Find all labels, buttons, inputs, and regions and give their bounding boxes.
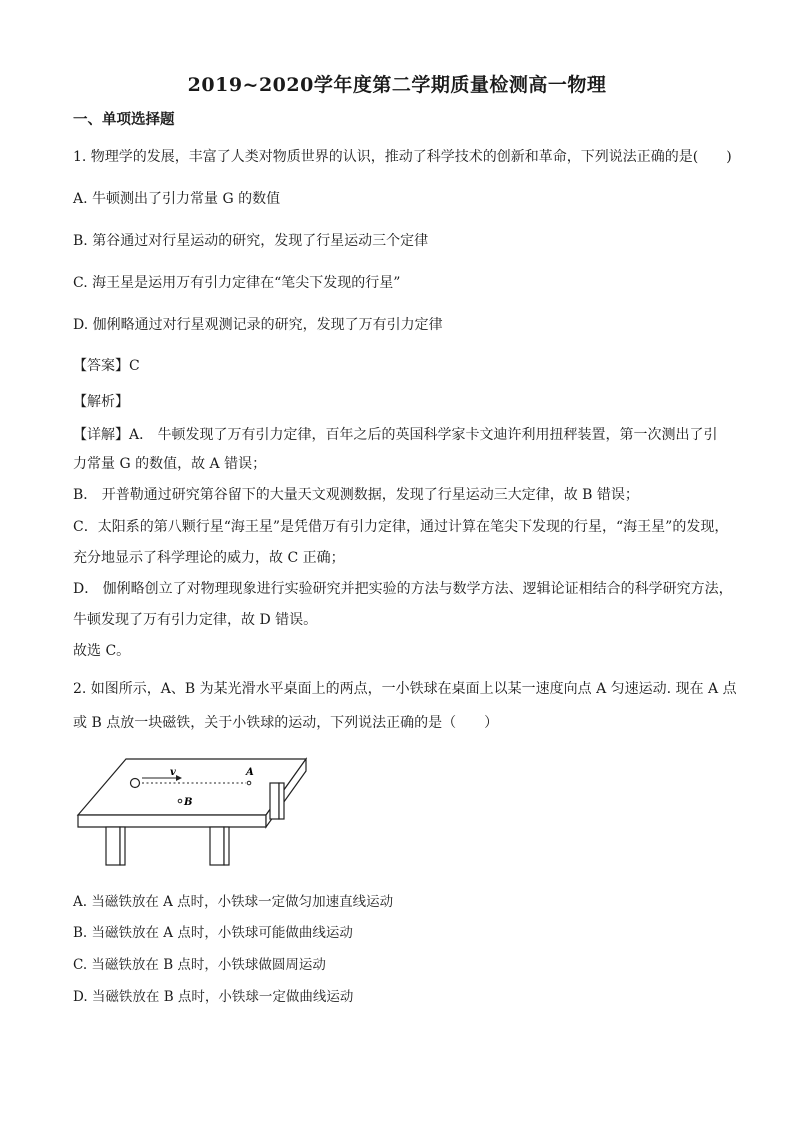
page-title: 2019~2020学年度第二学期质量检测高一物理 xyxy=(187,74,607,96)
q1-option-a: A. 牛顿测出了引力常量 G 的数值 xyxy=(73,191,281,207)
q2-option-a: A. 当磁铁放在 A 点时，小铁球一定做匀加速直线运动 xyxy=(73,894,394,910)
table-leg-front-left xyxy=(106,827,120,865)
point-a-label: A xyxy=(246,767,254,778)
answer-value: C xyxy=(129,358,140,374)
point-b xyxy=(178,799,182,803)
answer-label: 【答案】 xyxy=(73,358,129,374)
section-heading: 一、单项选择题 xyxy=(73,111,175,128)
q2-option-d: D. 当磁铁放在 B 点时，小铁球一定做曲线运动 xyxy=(73,989,354,1005)
table-leg-back-left-side xyxy=(279,783,284,819)
q1-option-c: C. 海王星是运用万有引力定律在“笔尖下发现的行星” xyxy=(73,275,401,291)
q1-option-d: D. 伽俐略通过对行星观测记录的研究，发现了万有引力定律 xyxy=(73,317,443,333)
q1-stem: 1. 物理学的发展，丰富了人类对物质世界的认识，推动了科学技术的创新和革命，下列说法正确的是( ) xyxy=(73,149,732,165)
table-leg-front-left-side xyxy=(120,827,125,865)
q1-answer xyxy=(73,355,140,375)
q2-stem-line-1: 2. 如图所示，A、B 为某光滑水平桌面上的两点，一小铁球在桌面上以某一速度向点 A 匀速运动. 现在 A 点 xyxy=(73,681,737,697)
table-leg-front-right-side xyxy=(224,827,229,865)
velocity-label: v xyxy=(170,767,176,778)
tabletop-front-edge xyxy=(78,815,266,827)
explanation-line-3: B． 开普勒通过研究第谷留下的大量天文观测数据，发现了行星运动三大定律，故 B 错误； xyxy=(73,487,639,503)
table-leg-back-left xyxy=(270,783,279,819)
explanation-line-6: D． 伽俐略创立了对物理现象进行实验研究并把实验的方法与数学方法、逻辑论证相结合的科学研究方法， xyxy=(73,581,733,597)
explanation-line-5: 充分地显示了科学理论的威力，故 C 正确； xyxy=(73,550,345,566)
point-a xyxy=(247,781,251,785)
explanation-line-8: 故选 C。 xyxy=(73,643,131,659)
explanation-line-7: 牛顿发现了万有引力定律，故 D 错误。 xyxy=(73,612,318,628)
point-b-label: B xyxy=(184,797,193,808)
detail-label: 【详解】 xyxy=(73,427,129,443)
q1-option-b: B. 第谷通过对行星运动的研究，发现了行星运动三个定律 xyxy=(73,233,429,249)
q2-stem-line-2: 或 B 点放一块磁铁，关于小铁球的运动，下列说法正确的是（ ） xyxy=(73,715,499,731)
q2-option-c: C. 当磁铁放在 B 点时，小铁球做圆周运动 xyxy=(73,957,326,973)
explanation-line-1: 【详解】A． 牛顿发现了万有引力定律，百年之后的英国科学家卡文迪许利用扭秤装置，第一次测出了引 xyxy=(73,427,718,443)
iron-ball xyxy=(131,779,140,788)
explanation-line-4: C．太阳系的第八颗行星“海王星”是凭借万有引力定律，通过计算在笔尖下发现的行星，“海王星”的发现， xyxy=(73,519,729,535)
analysis-label: 【解析】 xyxy=(73,394,129,410)
table-figure xyxy=(76,755,316,871)
table-leg-front-right xyxy=(210,827,224,865)
q2-option-b: B. 当磁铁放在 A 点时，小铁球可能做曲线运动 xyxy=(73,925,353,941)
explanation-line-2: 力常量 G 的数值，故 A 错误； xyxy=(73,456,267,472)
